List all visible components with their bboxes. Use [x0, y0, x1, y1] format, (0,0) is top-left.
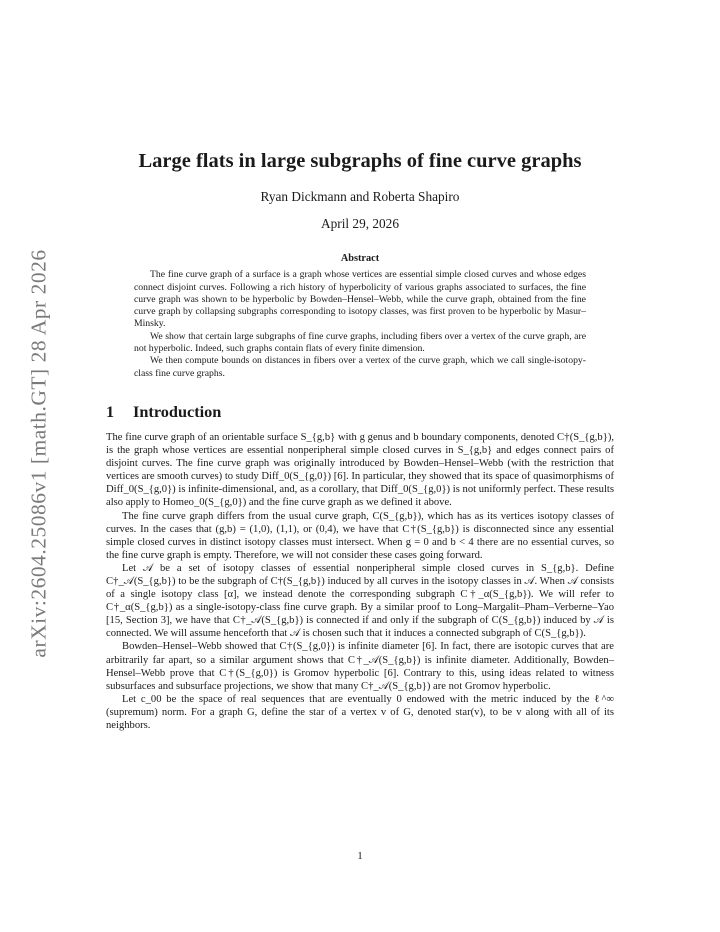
- paper-title: Large flats in large subgraphs of fine curve graphs: [138, 150, 582, 172]
- section-title: Introduction: [133, 401, 222, 421]
- section-number: 1: [106, 401, 115, 421]
- abstract-heading: Abstract: [340, 253, 380, 264]
- abstract-paragraph: We then compute bounds on distances in fibers over a vertex of the curve graph, which we call single-isotopy-class fine curve graphs.: [134, 355, 586, 379]
- body-paragraph: The fine curve graph differs from the usual curve graph, C(S_{g,b}), which has as its vertices isotopy classes of curves. In the cases that (g,b) = (1,0), (1,1), or (0,4), we have that C†(S_{g,b}) is disconnected since any essential simple closed curves in distinct isotopy classes must intersect. When g = 0 and b < 4 there are no essential curves, so the fine curve graph is empty. Therefore, we will not consider these cases going forward.: [106, 510, 614, 561]
- arxiv-margin-stamp: [17, 248, 61, 658]
- abstract: [134, 253, 586, 380]
- abstract-paragraph: The fine curve graph of a surface is a graph whose vertices are essential simple closed curves and whose edges connect disjoint curves. Following a rich history of hyperbolicity of various graphs associated to surfaces, the fine curve graph was shown to be hyperbolic by Bowden–Hensel–Webb, while the curve graph, obtained from the fine curve graph by collapsing subgraphs corresponding to isotopy classes, was first proven to be hyperbolic by Masur–Minsky.: [134, 269, 586, 330]
- body-paragraph: Let 𝒜 be a set of isotopy classes of essential nonperipheral simple closed curves in S_{g,b}. Define C†_𝒜(S_{g,b}) to be the subgraph of C†(S_{g,b}) induced by all curves in the isotopy classes in 𝒜. When 𝒜 consists of a single isotopy class [α], we instead denote the corresponding subgraph C†_α(S_{g,b}). We will refer to C†_α(S_{g,b}) as a single-isotopy-class fine curve graph. By a similar proof to Long–Margalit–Pham–Verberne–Yao [15, Section 3], we have that C†_𝒜(S_{g,b}) is connected if and only if the subgraph of C(S_{g,b}) induced by 𝒜 is connected. We will assume henceforth that 𝒜 is chosen such that it induces a connected subgraph of C(S_{g,b}).: [106, 562, 614, 640]
- arxiv-identifier: arXiv:2604.25086v1 [math.GT] 28 Apr 2026: [26, 248, 51, 658]
- body-paragraph: Bowden–Hensel–Webb showed that C†(S_{g,0}) is infinite diameter [6]. In fact, there are isotopic curves that are arbitrarily far apart, so a similar argument shows that C†_𝒜(S_{g,b}) is infinite diameter. Additionally, Bowden–Hensel–Webb prove that C†(S_{g,0}) is Gromov hyperbolic [6]. Contrary to this, using ideas related to witness subsurfaces and subsurface projections, we show that many C†_𝒜(S_{g,b}) are not Gromov hyperbolic.: [106, 641, 614, 692]
- paper-page: [106, 148, 614, 732]
- abstract-paragraph: We show that certain large subgraphs of fine curve graphs, including fibers over a vertex of the curve graph, are not hyperbolic. Indeed, such graphs contain flats of every finite dimension.: [134, 330, 586, 355]
- body-paragraph: The fine curve graph of an orientable surface S_{g,b} with g genus and b boundary components, denoted C†(S_{g,b}), is the graph whose vertices are essential nonperipheral simple closed curves in S_{g,b} and edges connect pairs of disjoint curves. The fine curve graph was originally introduced by Bowden–Hensel–Webb (with the restriction that vertices are smooth curves) to study Diff_0(S_{g,0}) [6]. In particular, they showed that its space of quasimorphisms of Diff_0(S_{g,0}) is infinite-dimensional, and, as a corollary, that Diff_0(S_{g,0}) is not uniformly perfect. These results also apply to Homeo_0(S_{g,0}) and the fine curve graph as we defined it above.: [106, 431, 614, 509]
- paper-date: April 29, 2026: [321, 216, 399, 231]
- paper-authors: Ryan Dickmann and Roberta Shapiro: [260, 189, 460, 204]
- page-number: 1: [357, 850, 363, 862]
- section-body: [106, 431, 614, 732]
- body-paragraph: Let c_00 be the space of real sequences that are eventually 0 endowed with the metric induced by the ℓ^∞ (supremum) norm. For a graph G, define the star of a vertex v of G, denoted star(v), to be v along with all of its neighbors.: [106, 693, 614, 732]
- section-heading: [106, 402, 614, 422]
